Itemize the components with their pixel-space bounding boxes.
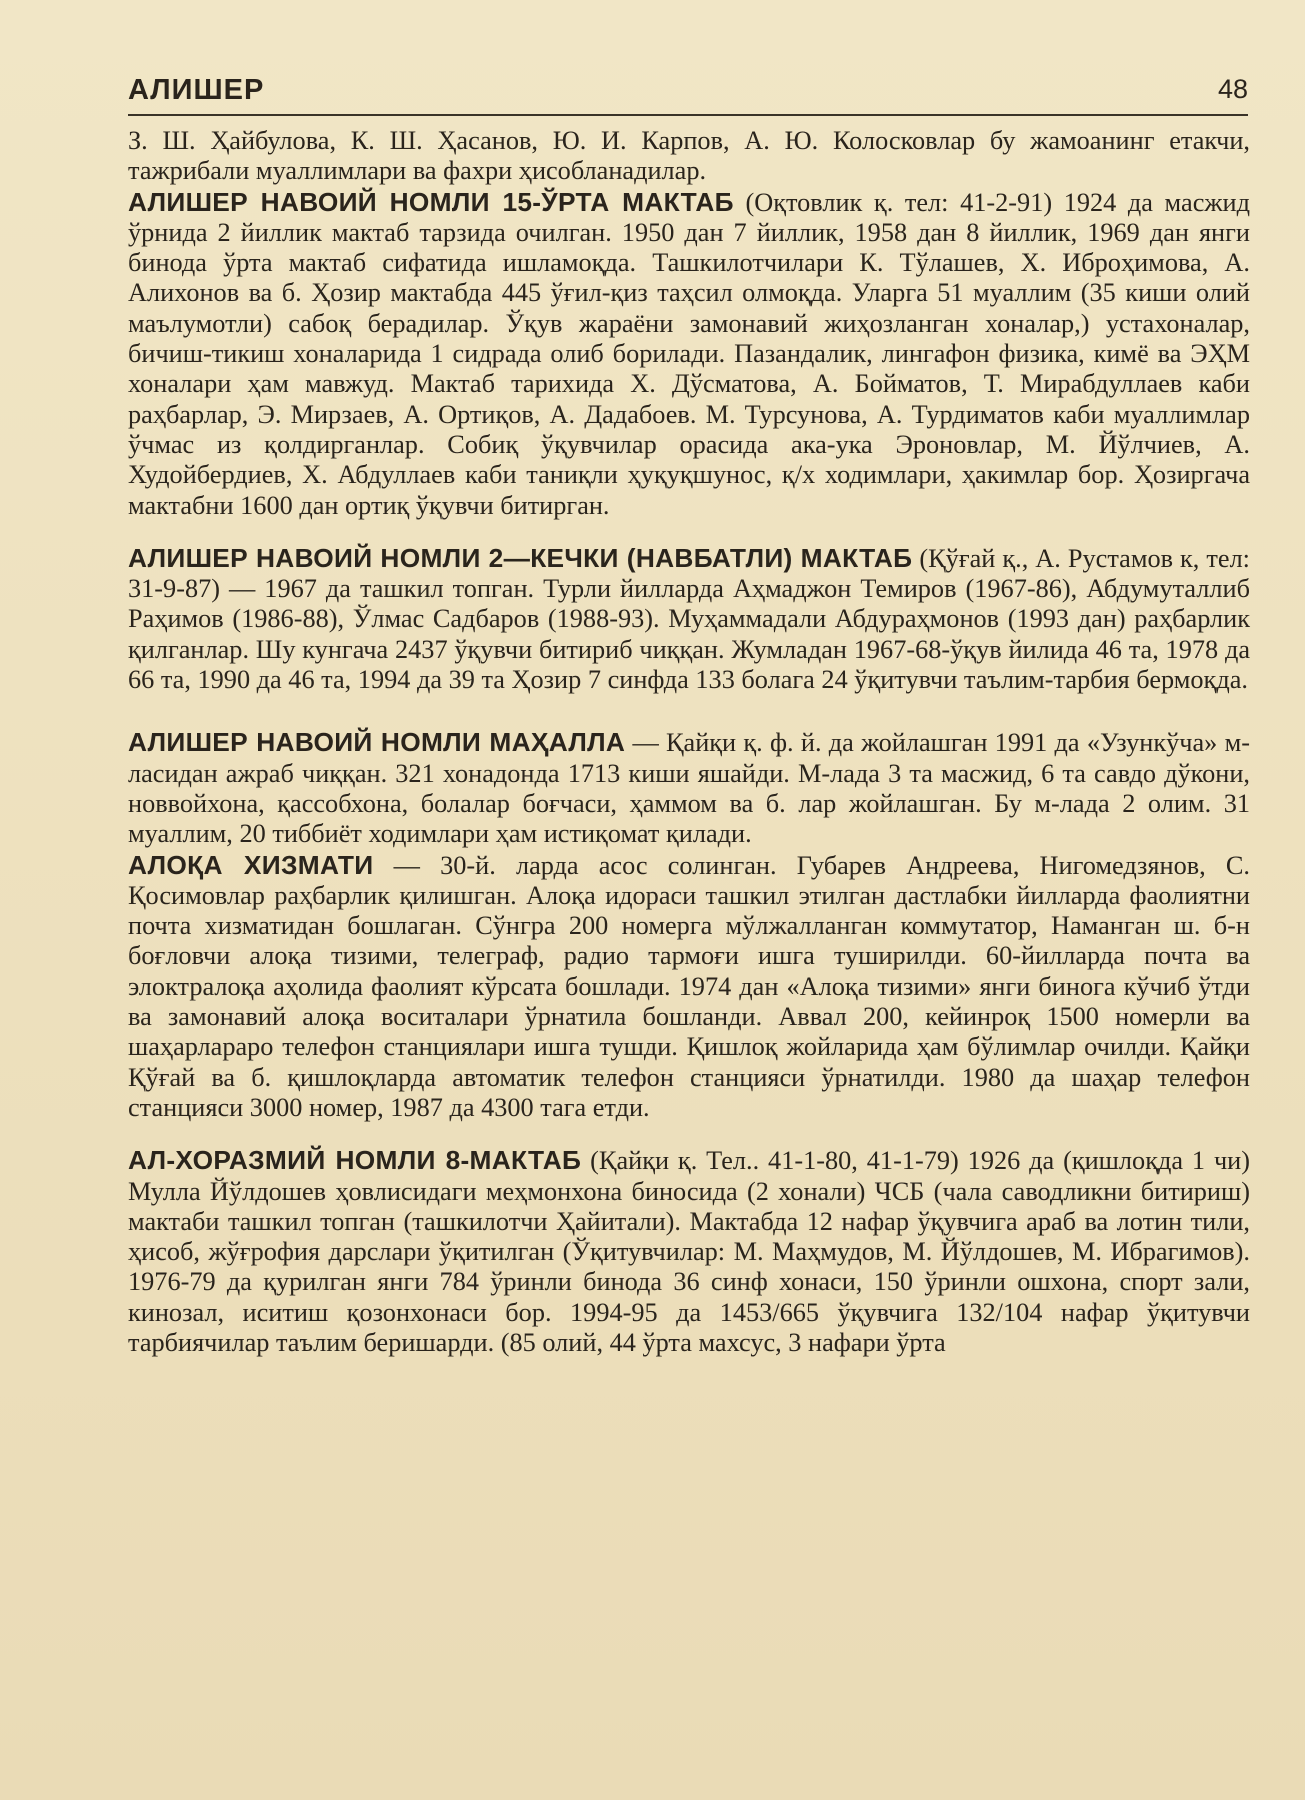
- entry-heading: АЛИШЕР НАВОИЙ НОМЛИ 2—КЕЧКИ (НАВБАТЛИ) МАКТАБ: [128, 542, 913, 573]
- page-header: [128, 72, 1248, 116]
- page-number: 48: [1217, 74, 1248, 104]
- running-head: АЛИШЕР: [128, 74, 265, 106]
- entry-heading: АЛИШЕР НАВОИЙ НОМЛИ 15-ЎРТА МАКТАБ: [128, 186, 734, 217]
- entry-text: (Қўғай қ., А. Рустамов к, тел: 31-9-87) — 1967 да ташкил топган. Турли йилларда Аҳмаджон Темиров (1967-86), Абдумуталлиб Раҳимов (1986-88), Ўлмас Садбаров (1988-93). Муҳаммадали Абдураҳмонов (1993 дан) раҳбарлик қилганлар. Шу кунгача 2437 ўқувчи битириб чиққан. Жумладан 1967-68-ўқув йилида 46 та, 1978 да 66 та, 1990 да 46 та, 1994 да 39 та Ҳозир 7 синфда 133 болага 24 ўқитувчи таълим-тарбия бермоқда.: [128, 543, 1250, 695]
- entry-continuation: [128, 126, 1250, 187]
- entry-text: (Оқтовлик қ. тел: 41-2-91) 1924 да масжид ўрнида 2 йиллик мактаб тарзида очилган. 1950 дан 7 йиллик, 1958 дан 8 йиллик, 1969 дан янги бинода ўрта мактаб сифатида ишламоқда. Ташкилотчилари К. Тўлашев, Х. Иброҳимова, А. Алихонов ва б. Ҳозир мактабда 445 ўғил-қиз таҳсил олмоқда. Уларга 51 муаллим (35 киши олий маълумотли) сабоқ берадилар. Ўқув жараёни замонавий жиҳозланган хоналар,) устахоналар, бичиш-тикиш хоналарида 1 сидрада олиб борилади. Пазандалик, лингафон физика, кимё ва ЭҲМ хоналари ҳам мавжуд. Мактаб тарихида Х. Дўсматова, А. Бойматов, Т. Мирабдуллаев каби раҳбарлар, Э. Мирзаев, А. Ортиқов, А. Дадабоев. М. Турсунова, А. Турдиматов каби муаллимлар ўчмас из қолдирганлар. Собиқ ўқувчилар орасида ака-ука Эроновлар, М. Йўлчиев, А. Худойбердиев, Х. Абдуллаев каби таниқли ҳуқуқшунос, қ/х ходимлари, ҳакимлар бор. Ҳозиргача мактабни 1600 дан ортиқ ўқувчи битирган.: [128, 187, 1250, 520]
- entry-heading: АЛИШЕР НАВОИЙ НОМЛИ МАҲАЛЛА: [128, 727, 626, 758]
- article-body: [128, 126, 1250, 1358]
- entry-heading: АЛОҚА ХИЗМАТИ: [128, 849, 374, 880]
- entry-school-15: [128, 187, 1250, 521]
- entry-text: — 30-й. ларда асос солинган. Губарев Андреева, Нигомедзянов, С. Қосимовлар раҳбарлик қилишган. Алоқа идораси ташкил этилган дастлабки йилларда фаолиятни почта хизматидан бошлаган. Сўнгра 200 номерга мўлжалланган коммутатор, Наманган ш. б-н боғловчи алоқа тизими, телеграф, радио тармоғи ишга туширилди. 60-йилларда почта ва элоктралоқа аҳолида фаолият кўрсата бошлади. 1974 дан «Алоқа тизими» янги бинога кўчиб ўтди ва замонавий алоқа воситалари ўрнатила бошланди. Аввал 200, кейинроқ 1500 номерли ва шаҳарлараро телефон станциялари ишга тушди. Қишлоқ жойларида ҳам бўлимлар очилди. Қайқи Қўғай ва б. қишлоқларда автоматик телефон станцияси ўрнатилди. 1980 да шаҳар телефон станцияси 3000 номер, 1987 да 4300 тага етди.: [128, 850, 1251, 1122]
- entry-mahalla: [128, 727, 1250, 849]
- entry-text: — Қайқи қ. ф. й. да жойлашган 1991 да «Узункўча» м-ласидан ажраб чиққан. 321 хонадонда 1713 киши яшайди. М-лада 3 та масжид, 6 та савдо дўкони, новвойхона, қассобхона, болалар боғчаси, ҳаммом ва б. лар жойлашган. Бу м-лада 2 олим. 31 муаллим, 20 тиббиёт ходимлари ҳам истиқомат қилади.: [128, 728, 1250, 849]
- entry-text: (Қайқи қ. Тел.. 41-1-80, 41-1-79) 1926 да (қишлоқда 1 чи) Мулла Йўлдошев ҳовлисидаги меҳмонхона биносида (2 хонали) ЧСБ (чала саводликни битириш) мактаби ташкил топган (ташкилотчи Ҳайитали). Мактабда 12 нафар ўқувчига араб ва лотин тили, ҳисоб, жўғрофия дарслари ўқитилган (Ўқитувчилар: М. Маҳмудов, М. Йўлдошев, М. Ибрагимов). 1976-79 да қурилган янги 784 ўринли бинода 36 синф хонаси, 150 ўринли ошхона, спорт зали, кинозал, иситиш қозонхонаси бор. 1994-95 да 1453/665 ўқувчига 132/104 нафар ўқитувчи тарбиячилар таълим беришарди. (85 олий, 44 ўрта махсус, 3 нафари ўрта: [128, 1146, 1251, 1357]
- entry-school-8: [128, 1145, 1250, 1358]
- entry-heading: АЛ-ХОРАЗМИЙ НОМЛИ 8-МАКТАБ: [128, 1145, 582, 1176]
- entry-evening-school-2: [128, 543, 1250, 695]
- entry-text: З. Ш. Ҳайбулова, К. Ш. Ҳасанов, Ю. И. Карпов, А. Ю. Колосковлар бу жамоанинг етакчи, тажрибали муаллимлари ва фахри ҳисобланадилар.: [128, 126, 1250, 186]
- entry-communication-service: [128, 850, 1250, 1124]
